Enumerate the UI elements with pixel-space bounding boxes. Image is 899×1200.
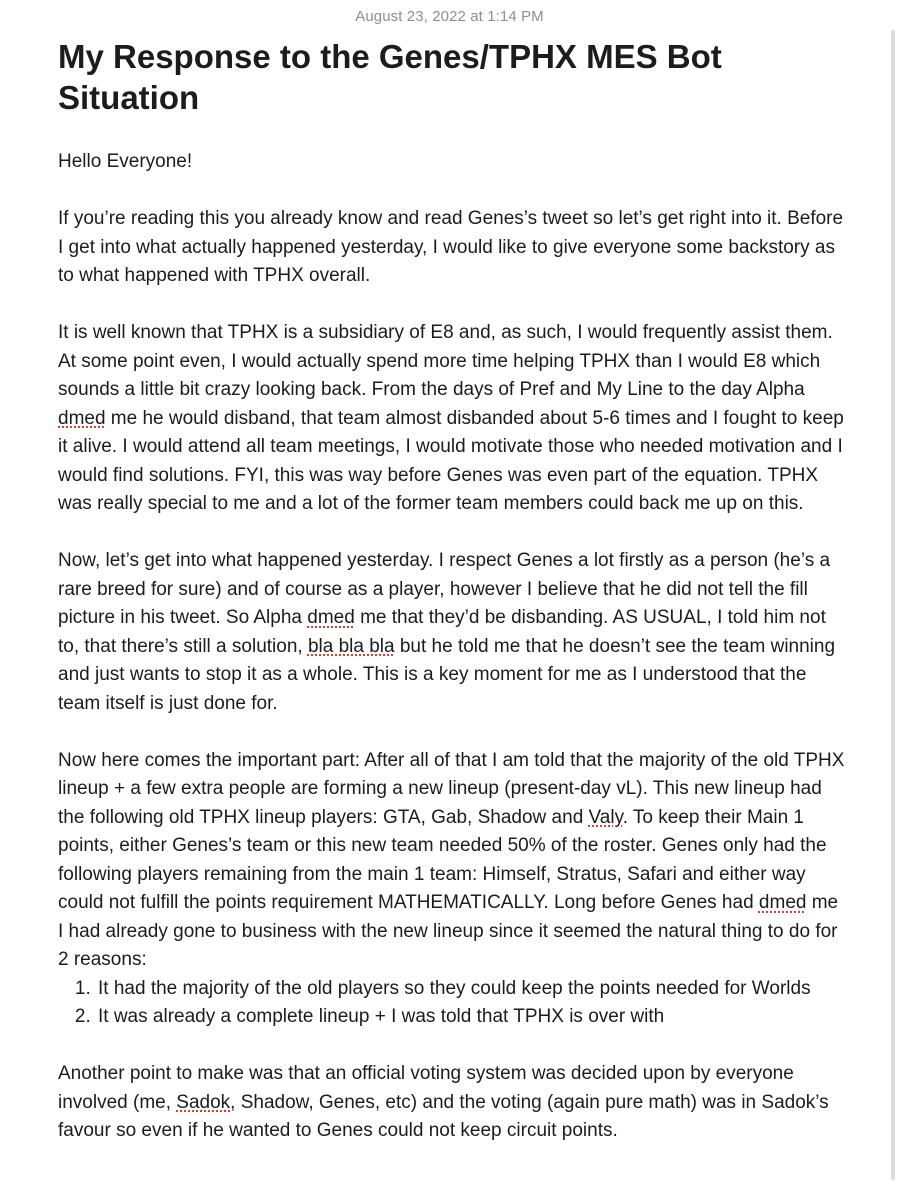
paragraph-intro: If you’re reading this you already know and read Genes’s tweet so let’s get right into it. Before I get into what actually happened yesterday, I would like to give everyone some backstory as to what happened with TPHX overall.	[58, 208, 844, 286]
text-segment: Now here comes the important part: After all of that I am told that the majority of the old TPHX lineup + a few extra people are forming a new lineup (present-day vL). This new lineup had the following old TPHX lineup players: GTA, Gab, Shadow and	[58, 749, 845, 828]
numbered-list	[58, 975, 848, 1032]
misspelled-word[interactable]: dmed	[758, 892, 807, 913]
text-segment: Another point to make was that an official voting system was decided upon by everyone involved (me,	[58, 1063, 794, 1113]
misspelled-word[interactable]: Valy	[588, 806, 623, 828]
text-segment: but he told me that he doesn’t see the team winning and just wants to stop it as a whole. This is a key moment for me as I understood that the team itself is just done for.	[58, 635, 836, 714]
paragraph-backstory	[58, 319, 848, 519]
paragraph-important-part	[58, 747, 848, 975]
text-segment: me he would disband, that team almost disbanded about 5-6 times and I fought to keep it alive. I would attend all team meetings, I would motivate those who needed motivation and I would find solutions. FYI, this was way before Genes was even part of the equation. TPHX was really special to me and a lot of the former team members could back me up on this.	[58, 407, 844, 514]
paragraph-greeting: Hello Everyone!	[58, 151, 193, 172]
text-segment: . To keep their Main 1 points, either Genes’s team or this new team needed 50% of the roster. Genes only had the following players remaining from the main 1 team: Himself, Stratus, Safari and either way could not fulfill the points requirement MATHEMATICALLY. Long before Genes had	[58, 806, 827, 913]
scrollbar[interactable]	[891, 30, 895, 1180]
misspelled-word[interactable]: dmed	[307, 607, 355, 628]
misspelled-word[interactable]: dmed	[58, 407, 106, 429]
text-segment: me I had already gone to business with the new lineup since it seemed the natural thing to do for 2 reasons:	[58, 892, 839, 970]
text-segment: Now, let’s get into what happened yesterday. I respect Genes a lot firstly as a person (he’s a rare breed for sure) and of course as a player, however I believe that he did not tell the fill picture in his tweet. So Alpha	[58, 550, 831, 628]
text-segment: It is well known that TPHX is a subsidiary of E8 and, as such, I would frequently assist them. At some point even, I would actually spend more time helping TPHX than I would E8 which sounds a little bit crazy looking back. From the days of Pref and My Line to the day Alpha	[58, 322, 833, 400]
list-item: 2. It was already a complete lineup + I was told that TPHX is over with	[96, 1003, 848, 1032]
note-content[interactable]	[58, 36, 848, 1146]
paragraph-voting	[58, 1060, 848, 1146]
list-item: 1. It had the majority of the old players so they could keep the points needed for Worlds	[96, 975, 848, 1004]
paragraph-yesterday	[58, 547, 848, 718]
text-segment: , Shadow, Genes, etc) and the voting (again pure math) was in Sadok’s favour so even if he wanted to Genes could not keep circuit points.	[58, 1091, 829, 1141]
note-timestamp: August 23, 2022 at 1:14 PM	[355, 8, 544, 25]
note-body[interactable]	[58, 148, 848, 1146]
misspelled-word[interactable]: Sadok	[176, 1091, 231, 1113]
note-title: My Response to the Genes/TPHX MES Bot Situation	[58, 38, 722, 116]
misspelled-word[interactable]: bla bla bla	[307, 635, 395, 657]
text-segment: me that they’d be disbanding. AS USUAL, I told him not to, that there’s still a solution,	[58, 607, 826, 657]
